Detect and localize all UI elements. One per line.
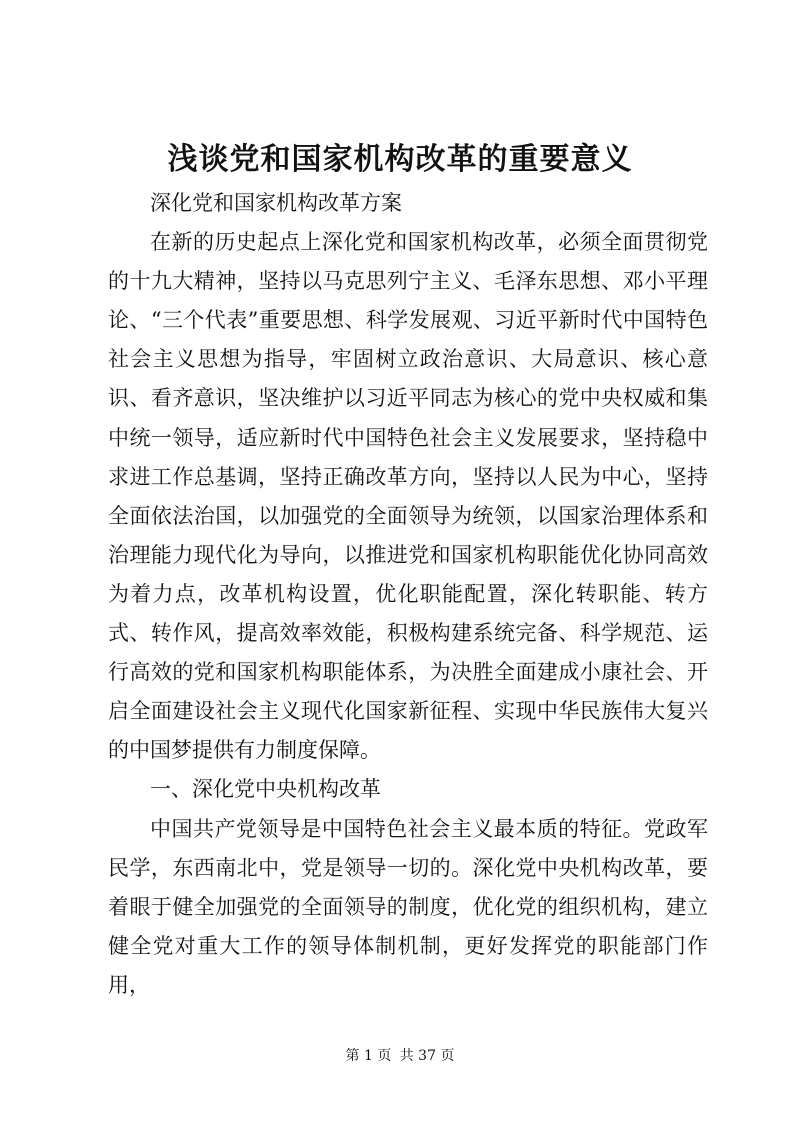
body-paragraph: 在新的历史起点上深化党和国家机构改革，必须全面贯彻党的十九大精神，坚持以马克思列宁主义、毛泽东思想、邓小平理论、“三个代表”重要思想、科学发展观、习近平新时代中国特色社会主义思想为指导，牢固树立政治意识、大局意识、核心意识、看齐意识，坚决维护以习近平同志为核心的党中央权威和集中统一领导，适应新时代中国特色社会主义发展要求，坚持稳中求进工作总基调，坚持正确改革方向，坚持以人民为中心，坚持全面依法治国，以加强党的全面领导为统领，以国家治理体系和治理能力现代化为导向，以推进党和国家机构职能优化协同高效为着力点，改革机构设置，优化职能配置，深化转职能、转方式、转作风，提高效率效能，积极构建系统完备、科学规范、运行高效的党和国家机构职能体系，为决胜全面建成小康社会、开启全面建设社会主义现代化国家新征程、实现中华民族伟大复兴的中国梦提供有力制度保障。 (108, 230, 708, 763)
document-body (108, 184, 708, 1005)
body-paragraph: 中国共产党领导是中国特色社会主义最本质的特征。党政军民学，东西南北中，党是领导一切的。深化党中央机构改革，要着眼于健全加强党的全面领导的制度，优化党的组织机构，建立健全党对重大工作的领导体制机制，更好发挥党的职能部门作用， (108, 816, 708, 997)
page-number: 第 1 页 (345, 1048, 392, 1064)
page-footer (0, 1046, 800, 1066)
page-total: 共 37 页 (399, 1048, 455, 1064)
section-heading: 一、深化党中央机构改革 (150, 777, 381, 802)
document-title: 浅谈党和国家机构改革的重要意义 (167, 142, 633, 177)
subtitle-paragraph: 深化党和国家机构改革方案 (150, 191, 402, 215)
